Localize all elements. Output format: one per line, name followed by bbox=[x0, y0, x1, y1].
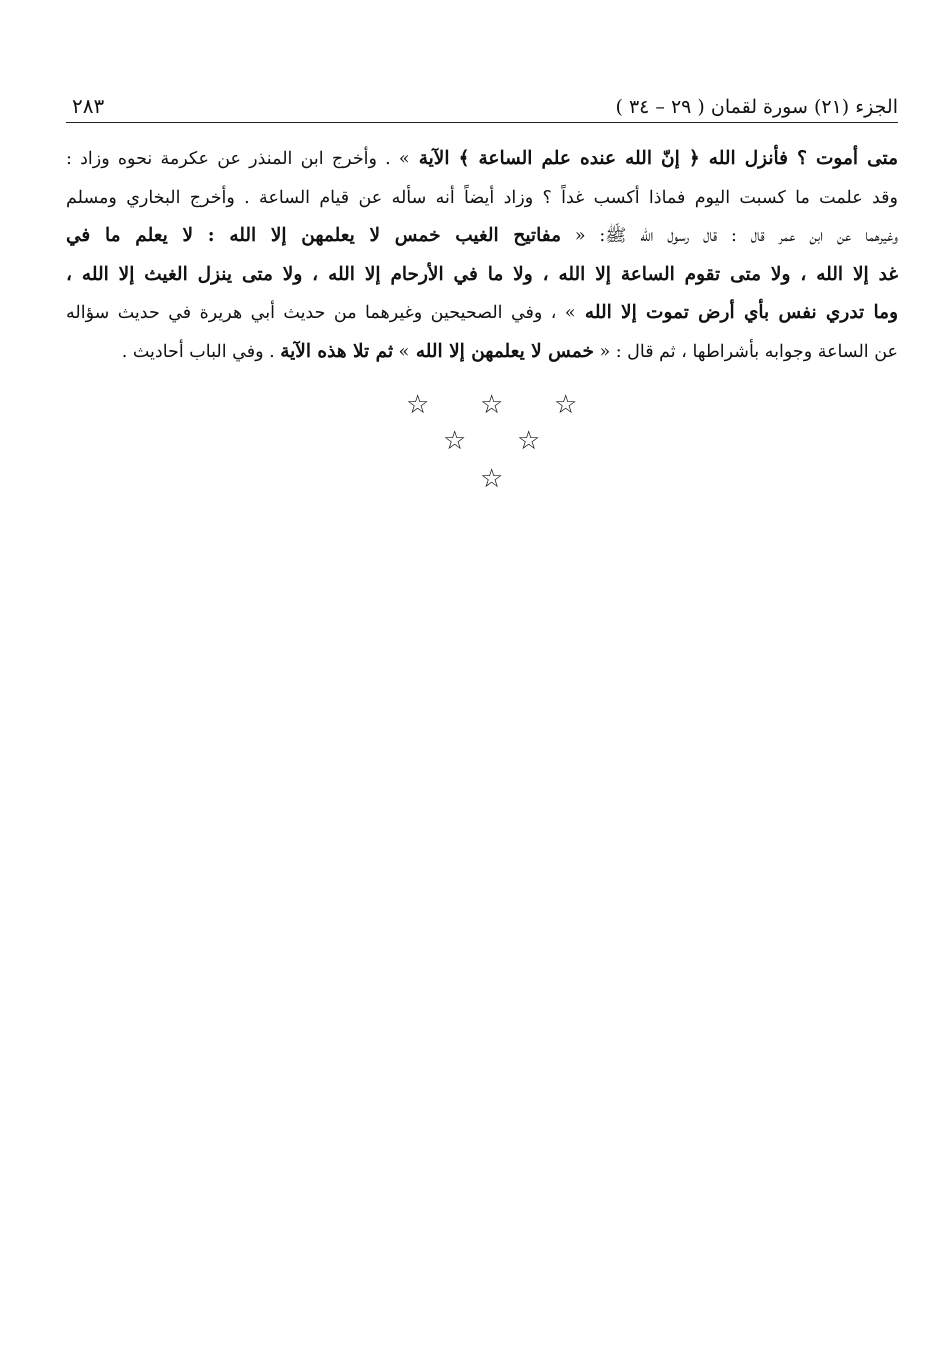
text-line bbox=[66, 294, 898, 333]
text-segment: وقد علمت ما كسبت اليوم فماذا أكسب غداً ؟ وزاد أيضاً أنه سأله عن قيام الساعة . وأخرج البخاري ومسلم bbox=[66, 187, 898, 208]
star-icon: ☆ bbox=[480, 390, 504, 420]
quoted-text: وما تدري نفس بأي أرض تموت إلا الله bbox=[575, 302, 898, 323]
star-icon: ☆ bbox=[517, 426, 541, 456]
star-icon: ☆ bbox=[406, 390, 430, 420]
text-line bbox=[66, 256, 898, 295]
text-segment: » bbox=[393, 341, 410, 362]
text-line bbox=[66, 140, 898, 179]
text-segment: وغيرهما عن ابن عمر قال : قال رسول الله ﷺ: « bbox=[560, 226, 898, 246]
quoted-text: خمس لا يعلمهن إلا الله bbox=[409, 340, 594, 362]
text-segment: » . وأخرج ابن المنذر عن عكرمة نحوه وزاد : bbox=[66, 149, 410, 169]
star-icon: ☆ bbox=[554, 390, 578, 420]
quoted-text: غد إلا الله ، ولا متى تقوم الساعة إلا الله ، ولا ما في الأرحام إلا الله ، ولا متى ينزل الغيث إلا الله ، bbox=[66, 263, 898, 285]
page-header bbox=[66, 92, 898, 123]
running-title: الجزء (٢١) سورة لقمان ( ٢٩ – ٣٤ ) bbox=[615, 96, 898, 118]
quoted-text: متى أموت ؟ فأنزل الله ﴿ إنّ الله عنده علم الساعة ﴾ الآية bbox=[409, 148, 898, 169]
star-icon: ☆ bbox=[480, 464, 504, 494]
text-line bbox=[66, 333, 898, 372]
star-icon: ☆ bbox=[443, 426, 467, 456]
text-line bbox=[66, 217, 898, 256]
text-segment: » ، وفي الصحيحين وغيرهما من حديث أبي هريرة في حديث سؤاله bbox=[66, 303, 576, 323]
page-number: ٢٨٣ bbox=[72, 94, 105, 118]
quoted-text: مفاتيح الغيب خمس لا يعلمهن إلا الله : لا يعلم ما في bbox=[66, 225, 561, 246]
text-segment: عن الساعة وجوابه بأشراطها ، ثم قال : « bbox=[593, 341, 898, 362]
quoted-text: ثم تلا هذه الآية bbox=[280, 340, 394, 362]
text-line bbox=[66, 179, 898, 218]
text-segment: . وفي الباب أحاديث . bbox=[121, 341, 281, 362]
body-text bbox=[66, 140, 898, 371]
